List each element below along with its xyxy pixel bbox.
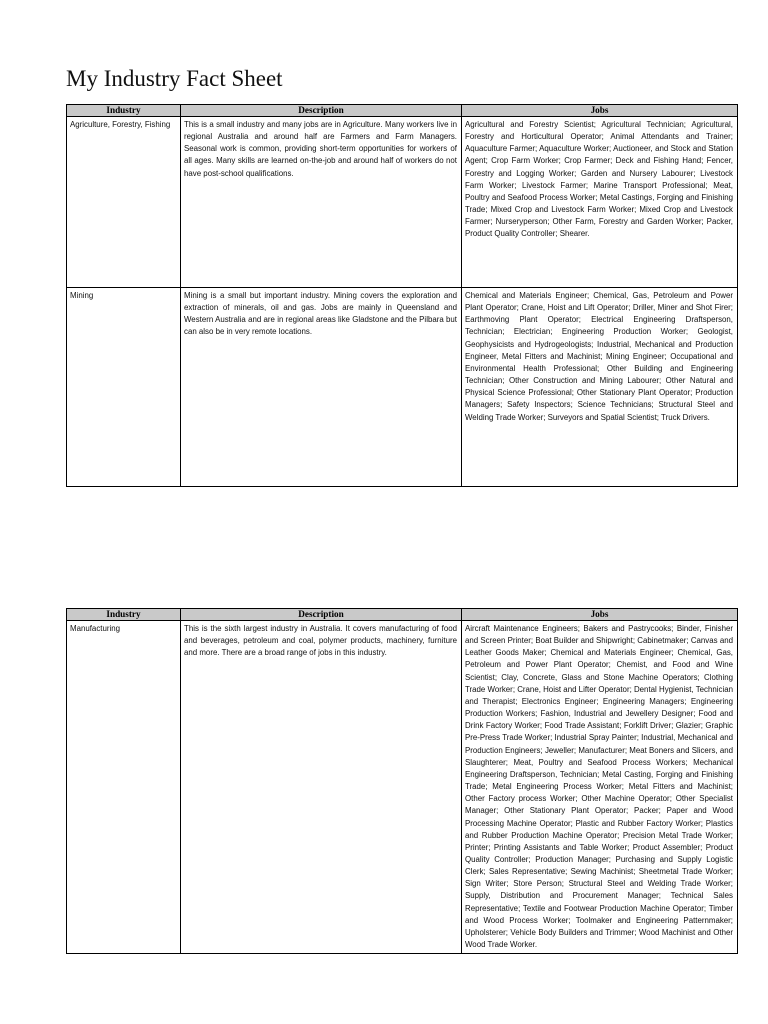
industry-cell: Agriculture, Forestry, Fishing: [67, 117, 181, 288]
header-description: Description: [181, 105, 462, 117]
industry-table-2: [66, 608, 738, 954]
description-cell: This is the sixth largest industry in Australia. It covers manufacturing of food and beverages, petroleum and coal, polymer products, machinery, furniture and more. There are a broad range of jobs in this industry.: [181, 621, 462, 954]
table-row: [67, 117, 738, 288]
jobs-cell: Chemical and Materials Engineer; Chemical, Gas, Petroleum and Power Plant Operator; Crane, Hoist and Lift Operator; Driller, Miner and Shot Firer; Earthmoving Plant Operator; Electrical Engineering Draftsperson, Technician; Electrician; Engineering Production Worker; Geologist, Geophysicists and Hydrogeologists; Industrial, Mechanical and Production Engineer, Metal Fitters and Machinist; Mining Engineer; Occupational and Environmental Health Professional; Other Building and Engineering Technician; Other Construction and Mining Labourer; Other Natural and Physical Science Professional; Other Stationary Plant Operator; Production Managers; Safety Inspectors; Science Technicians; Structural Steel and Welding Trade Worker; Surveyors and Spatial Scientist; Truck Drivers.: [462, 288, 738, 487]
industry-cell: Manufacturing: [67, 621, 181, 954]
header-description: Description: [181, 609, 462, 621]
table-row: [67, 288, 738, 487]
table-header-row: [67, 105, 738, 117]
jobs-cell: Aircraft Maintenance Engineers; Bakers and Pastrycooks; Binder, Finisher and Screen Printer; Boat Builder and Shipwright; Cabinetmaker; Canvas and Leather Goods Maker; Chemical and Materials Engineer; Chemical, Gas, Petroleum and Power Plant Operator; Chemist, and Food and Wine Scientist; Clay, Concrete, Glass and Stone Machine Operators; Clothing Trade Worker; Crane, Hoist and Lifter Operator; Dental Hygienist, Technician and Therapist; Electronics Engineer; Engineering Managers; Engineering Production Workers; Fashion, Industrial and Jewellery Designer; Food and Drink Factory Worker; Food Trade Assistant; Forklift Driver; Glazier; Graphic Pre-Press Trade Worker; Industrial Spray Painter; Industrial, Mechanical and Production Engineers; Jeweller; Manufacturer; Meat Boners and Slicers, and Slaughterer; Meat, Poultry and Seafood Process Workers; Mechanical Engineering Draftsperson, Technician; Metal Casting, Forging and Finishing Trade; Metal Engineering Process Worker; Metal Fitters and Machinist; Other Factory process Worker; Other Machine Operator; Other Specialist Manager; Other Stationary Plant Operator; Packer; Paper and Wood Processing Machine Operator; Plastic and Rubber Factory Worker; Plastics and Rubber Production Machine Operator; Precision Metal Trade Worker; Printer; Printing Assistants and Table Worker; Product Assembler; Product Quality Controller; Production Manager; Purchasing and Supply Logistic Clerk; Sales Representative; Sewing Machinist; Sheetmetal Trade Worker; Sign Writer; Store Person; Structural Steel and Welding Trade Worker; Supply, Distribution and Procurement Manager; Technical Sales Representative; Textile and Footwear Production Machine Operator; Timber and Wood Process Worker; Toolmaker and Engineering Patternmaker; Upholsterer; Vehicle Body Builders and Trimmer; Wood Machinist and Other Wood Trade Worker.: [462, 621, 738, 954]
header-jobs: Jobs: [462, 105, 738, 117]
industry-cell: Mining: [67, 288, 181, 487]
table-header-row: [67, 609, 738, 621]
header-industry: Industry: [67, 609, 181, 621]
header-jobs: Jobs: [462, 609, 738, 621]
page-title: My Industry Fact Sheet: [66, 66, 283, 91]
table-row: [67, 621, 738, 954]
header-industry: Industry: [67, 105, 181, 117]
description-cell: This is a small industry and many jobs are in Agriculture. Many workers live in regional Australia and around half are Farmers and Farm Managers. Seasonal work is common, providing short-term opportunities for workers of all ages. Many skills are learned on-the-job and around half of workers do not have post-school qualifications.: [181, 117, 462, 288]
jobs-cell: Agricultural and Forestry Scientist; Agricultural Technician; Agricultural, Forestry and Horticultural Operator; Animal Attendants and Trainer; Aquaculture Farmer; Aquaculture Worker; Auctioneer, and Stock and Station Agent; Crop Farm Worker; Crop Farmer; Deck and Fishing Hand; Fencer, Forestry and Logging Worker; Garden and Nursery Labourer; Livestock Farm Worker; Livestock Farmer; Marine Transport Professional; Meat, Poultry and Seafood Process Worker; Metal Castings, Forging and Finishing Trade; Mixed Crop and Livestock Farm Worker; Mixed Crop and Livestock Farmer; Nurseryperson; Other Farm, Forestry and Garden Worker; Packer, Product Quality Controller; Shearer.: [462, 117, 738, 288]
industry-table-1: [66, 104, 738, 487]
description-cell: Mining is a small but important industry. Mining covers the exploration and extraction of minerals, oil and gas. Jobs are mainly in Queensland and Western Australia and are in regional areas like Gladstone and the Pilbara but can also be in very remote locations.: [181, 288, 462, 487]
